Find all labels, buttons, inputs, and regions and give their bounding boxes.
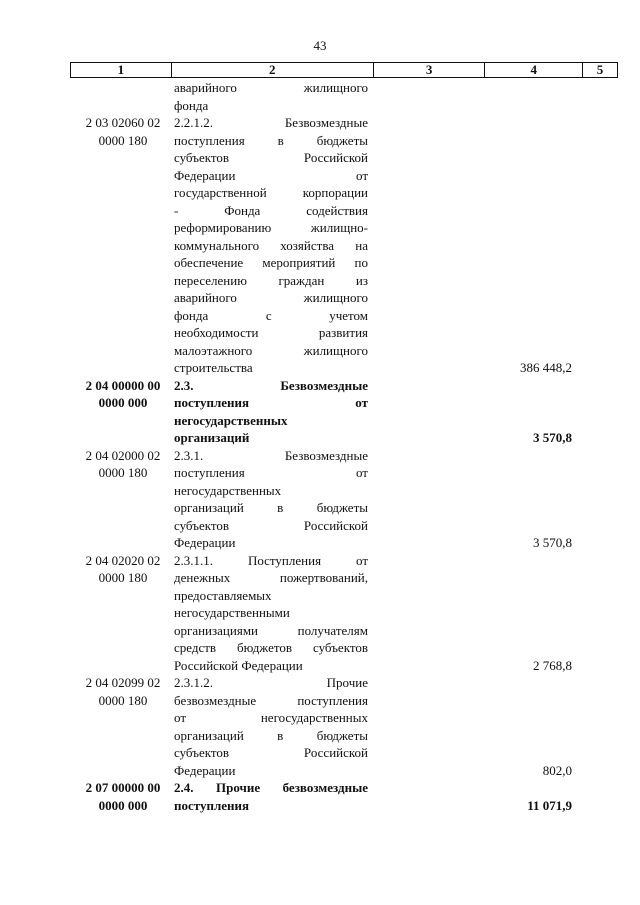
- budget-code-line: 2 04 02000 02: [85, 447, 161, 463]
- amount-value: 386 448,2: [520, 360, 572, 375]
- description-line: субъектов Российской: [174, 745, 368, 760]
- description-line: организаций в бюджеты: [174, 727, 368, 743]
- revenue-description: [174, 377, 368, 447]
- description-line: Федерации от: [174, 167, 368, 183]
- budget-code: [75, 447, 171, 482]
- description-line: поступления от: [174, 395, 368, 410]
- table-row: [0, 447, 640, 552]
- column-header-5: 5: [596, 62, 604, 77]
- description-line: негосударственных: [174, 412, 288, 428]
- description-line: 2.3. Безвозмездные: [174, 377, 368, 393]
- description-line: фонда с учетом: [174, 307, 368, 323]
- revenue-description: [174, 674, 368, 779]
- revenue-description: [174, 552, 368, 675]
- description-line: предоставляемых: [174, 587, 272, 603]
- column-header-3: 3: [374, 63, 486, 77]
- description-line: организаций в бюджеты: [174, 500, 368, 515]
- description-line: обеспечение мероприятий по: [174, 255, 368, 270]
- table-row: [0, 779, 640, 814]
- description-line: коммунального хозяйства на: [174, 237, 368, 253]
- description-line: аварийного жилищного: [174, 290, 368, 305]
- budget-code-line: 0000 180: [98, 692, 148, 708]
- revenue-description: [174, 114, 368, 377]
- column-header-1: 1: [71, 63, 172, 77]
- description-line: безвозмездные поступления: [174, 692, 368, 708]
- description-line: реформированию жилищно-: [174, 220, 368, 235]
- description-line: организациями получателям: [174, 622, 368, 638]
- description-line: 2.3.1. Безвозмездные: [174, 447, 368, 463]
- budget-code-line: 2 04 02020 02: [85, 552, 161, 568]
- revenue-description: [174, 447, 368, 552]
- budget-code-line: 0000 180: [98, 465, 148, 480]
- budget-code-line: 0000 000: [98, 395, 148, 410]
- page-number: 43: [313, 38, 327, 53]
- amount-value: 3 570,8: [533, 430, 572, 445]
- budget-code: [75, 779, 171, 814]
- description-line: от негосударственных: [174, 710, 368, 725]
- description-line: денежных пожертвований,: [174, 570, 368, 585]
- description-line: организаций: [174, 430, 250, 445]
- description-line: 2.3.1.1. Поступления от: [174, 552, 368, 568]
- description-line: субъектов Российской: [174, 517, 368, 533]
- column-header-4: 4: [485, 63, 583, 77]
- description-line: Российской Федерации: [174, 657, 303, 673]
- table-row: [0, 114, 640, 377]
- budget-code-line: 2 03 02060 02: [85, 115, 161, 130]
- description-line: аварийного жилищного: [174, 80, 368, 95]
- description-line: - Фонда содействия: [174, 202, 368, 218]
- description-line: необходимости развития: [174, 325, 368, 340]
- description-line: Федерации: [174, 535, 236, 550]
- amount-value: 3 570,8: [533, 535, 572, 550]
- table-header: [70, 62, 618, 78]
- budget-code-line: 0000 000: [98, 797, 148, 813]
- description-line: 2.3.1.2. Прочие: [174, 675, 368, 690]
- description-line: негосударственных: [174, 482, 282, 498]
- budget-code: [75, 114, 171, 149]
- description-line: фонда: [174, 97, 209, 113]
- description-line: средств бюджетов субъектов: [174, 640, 368, 655]
- table-row: [0, 674, 640, 779]
- amount-value: 802,0: [542, 762, 572, 778]
- budget-code: [75, 674, 171, 709]
- description-line: государственной корпорации: [174, 185, 368, 200]
- table-row: [0, 377, 640, 447]
- table-row: [0, 552, 640, 675]
- description-line: негосударственными: [174, 605, 290, 620]
- amount-value: 2 768,8: [533, 657, 572, 673]
- description-line: поступления: [174, 797, 250, 813]
- budget-code-line: 0000 180: [98, 132, 148, 148]
- revenue-description: [174, 79, 368, 114]
- budget-code: [75, 552, 171, 587]
- amount-value: 11 071,9: [527, 797, 572, 813]
- revenue-description: [174, 779, 368, 814]
- description-line: строительства: [174, 360, 253, 375]
- description-line: Федерации: [174, 762, 236, 778]
- description-line: 2.4. Прочие безвозмездные: [174, 780, 368, 795]
- table-row: [0, 79, 640, 114]
- description-line: малоэтажного жилищного: [174, 342, 368, 358]
- description-line: поступления от: [174, 465, 368, 480]
- column-header-2: 2: [172, 63, 374, 77]
- budget-code-line: 0000 180: [98, 570, 148, 585]
- description-line: переселению граждан из: [174, 272, 368, 288]
- budget-code-line: 2 04 00000 00: [85, 377, 161, 393]
- description-line: субъектов Российской: [174, 150, 368, 165]
- budget-code-line: 2 04 02099 02: [85, 675, 161, 690]
- budget-code: [75, 377, 171, 412]
- description-line: поступления в бюджеты: [174, 132, 368, 148]
- description-line: 2.2.1.2. Безвозмездные: [174, 115, 368, 130]
- budget-code-line: 2 07 00000 00: [85, 780, 161, 795]
